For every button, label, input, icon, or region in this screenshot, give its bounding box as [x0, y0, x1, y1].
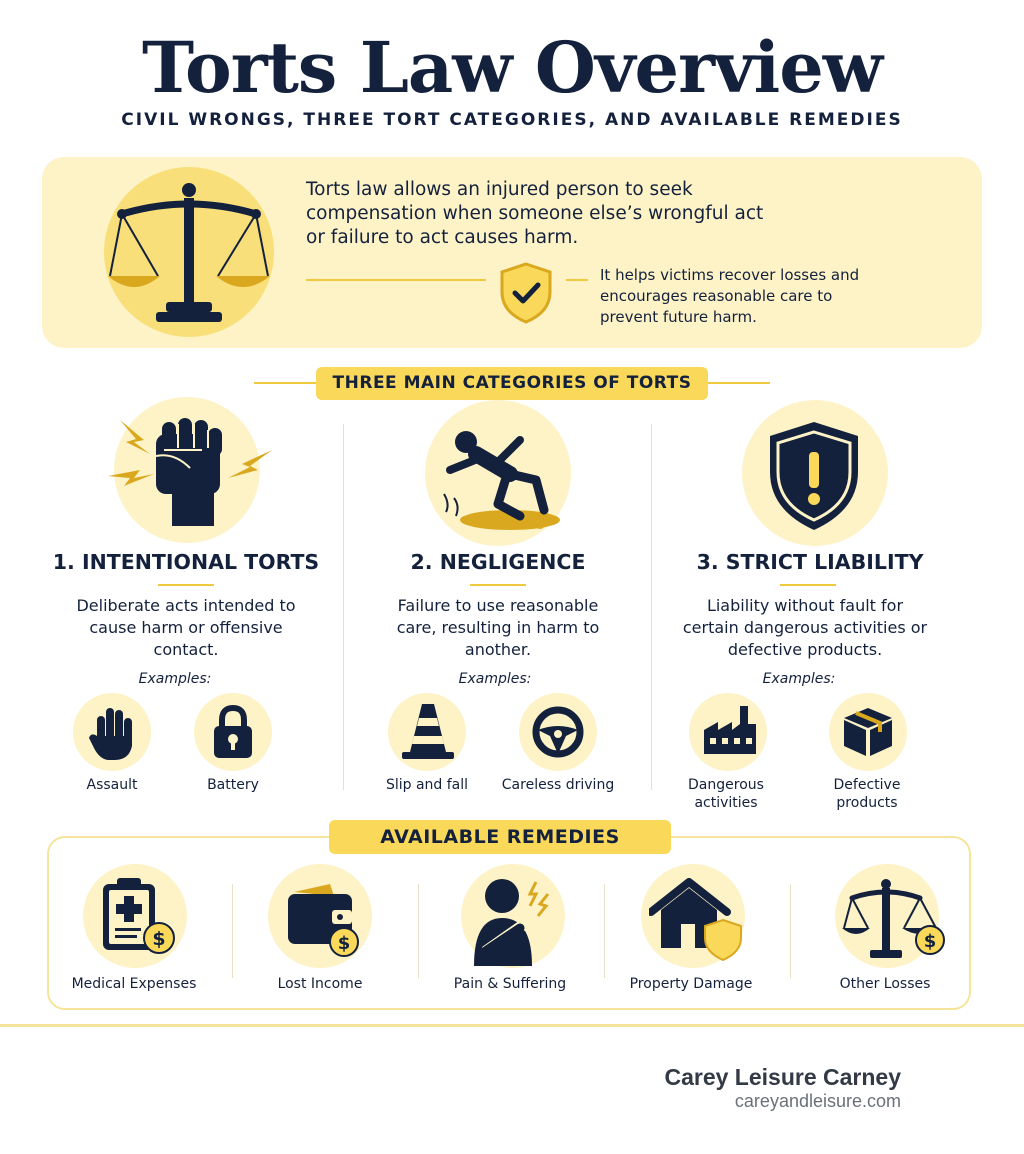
remedy-divider	[418, 884, 419, 978]
remedies-heading: AVAILABLE REMEDIES	[329, 820, 671, 854]
remedy-label-other-losses: Other Losses	[839, 976, 931, 992]
page-subtitle: CIVIL WRONGS, THREE TORT CATEGORIES, AND AVAILABLE REMEDIES	[121, 110, 903, 130]
shield-check-icon	[500, 262, 552, 324]
brand-name: Carey Leisure Carney	[664, 1064, 901, 1090]
person-slipping-icon	[440, 424, 566, 532]
example-label-dangerous-activities: Dangerous activities	[688, 777, 764, 811]
category-underline	[158, 584, 214, 586]
intro-text: Torts law allows an injured person to seek compensation when someone else’s wrongful act or failure to act causes harm.	[306, 179, 764, 248]
examples-label: Examples:	[458, 671, 532, 687]
steering-wheel-icon	[532, 706, 584, 758]
example-label-slip-and-fall: Slip and fall	[385, 777, 469, 793]
remedy-divider	[604, 884, 605, 978]
raised-hand-icon	[89, 706, 135, 760]
examples-label: Examples:	[762, 671, 836, 687]
brand-url[interactable]: careyandleisure.com	[734, 1091, 901, 1111]
medical-clipboard-dollar-icon	[101, 876, 175, 956]
example-label-careless-driving: Careless driving	[501, 777, 615, 793]
padlock-icon	[214, 704, 252, 760]
scales-of-justice-icon	[108, 180, 270, 326]
category-description: Deliberate acts intended to cause harm or offensive contact.	[76, 596, 296, 659]
house-shield-icon	[649, 878, 745, 962]
example-label-battery: Battery	[207, 777, 259, 793]
remedy-label-property-damage: Property Damage	[629, 976, 753, 992]
svg-text:$: $	[337, 933, 351, 954]
remedy-label-pain-suffering: Pain & Suffering	[453, 976, 567, 992]
factory-icon	[704, 704, 756, 756]
person-in-pain-icon	[474, 876, 558, 968]
examples-label: Examples:	[138, 671, 212, 687]
footer-divider	[0, 1024, 1024, 1027]
categories-heading: THREE MAIN CATEGORIES OF TORTS	[316, 367, 708, 400]
remedy-label-lost-income: Lost Income	[277, 976, 363, 992]
category-underline	[470, 584, 526, 586]
column-divider	[651, 424, 652, 790]
category-title-strict-liability: 3. STRICT LIABILITY	[696, 550, 924, 574]
category-description: Failure to use reasonable care, resulting in harm to another.	[396, 596, 600, 659]
remedy-label-medical-expenses: Medical Expenses	[71, 976, 197, 992]
column-divider	[343, 424, 344, 790]
example-label-assault: Assault	[86, 777, 138, 793]
remedy-divider	[232, 884, 233, 978]
wallet-dollar-icon	[286, 882, 364, 958]
category-underline	[780, 584, 836, 586]
intro-divider-right	[566, 279, 588, 281]
traffic-cone-icon	[402, 702, 454, 760]
svg-text:$: $	[152, 928, 166, 950]
intro-divider-left	[306, 279, 486, 281]
svg-text:$: $	[923, 931, 937, 952]
shield-warning-icon	[766, 420, 862, 532]
page-title: Torts Law Overview	[141, 26, 883, 109]
remedy-divider	[790, 884, 791, 978]
category-title-intentional: 1. INTENTIONAL TORTS	[52, 550, 320, 574]
example-label-defective-products: Defective products	[833, 777, 901, 811]
heading-line-left	[254, 382, 318, 384]
heading-line-right	[706, 382, 770, 384]
category-description: Liability without fault for certain dangerous activities or defective products.	[682, 596, 928, 659]
category-title-negligence: 2. NEGLIGENCE	[410, 550, 586, 574]
box-icon	[842, 706, 894, 758]
fist-icon	[104, 412, 274, 530]
intro-subtext: It helps victims recover losses and encourages reasonable care to prevent future harm.	[600, 266, 860, 326]
scales-dollar-icon	[842, 878, 946, 962]
